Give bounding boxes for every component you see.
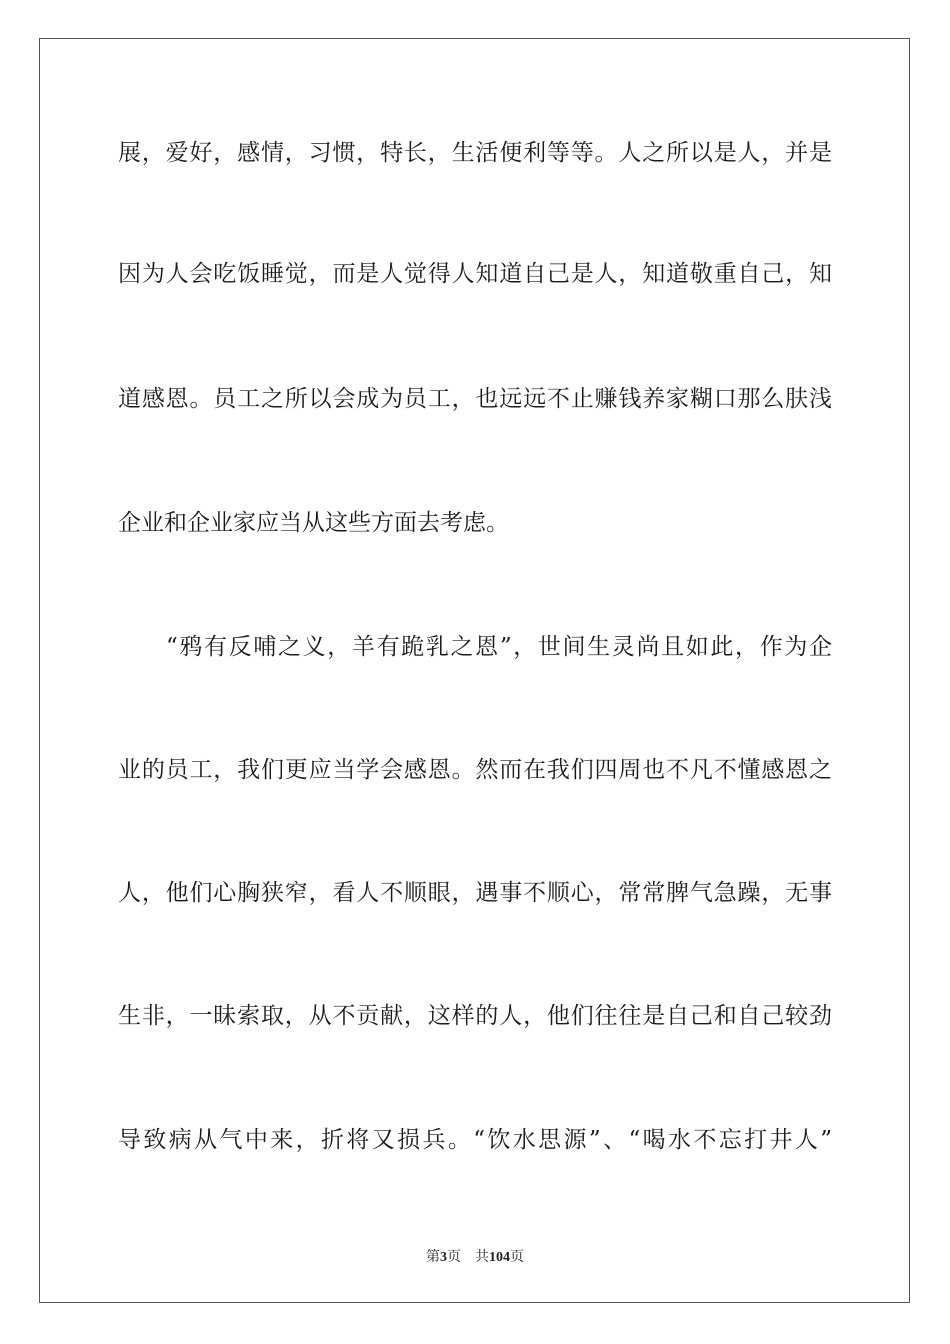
total-prefix: 共 (475, 1249, 489, 1265)
page-prefix: 第 (426, 1249, 440, 1265)
body-text-line: 人，他们心胸狭窄，看人不顺眼，遇事不顺心，常常脾气急躁，无事 (118, 880, 832, 906)
page-footer (0, 1247, 950, 1268)
body-text-line: 生非，一昧索取，从不贡献，这样的人，他们往往是自己和自己较劲 (118, 1003, 832, 1029)
current-page-number: 3 (440, 1250, 447, 1265)
total-suffix: 页 (510, 1249, 524, 1265)
body-text-line: 展，爱好，感情，习惯，特长，生活便利等等。人之所以是人，并是 (118, 140, 832, 166)
body-text-line: 因为人会吃饭睡觉，而是人觉得人知道自己是人，知道敬重自己，知 (118, 261, 832, 287)
body-text-line: 道感恩。员工之所以会成为员工，也远远不止赚钱养家糊口那么肤浅 (118, 386, 832, 412)
page-border (39, 38, 910, 1303)
total-pages-number: 104 (489, 1250, 510, 1265)
body-text-line: 业的员工，我们更应当学会感恩。然而在我们四周也不凡不懂感恩之 (118, 757, 832, 783)
body-text-line: 企业和企业家应当从这些方面去考虑。 (118, 510, 509, 536)
paragraph-first-line: “鸦有反哺之义，羊有跪乳之恩”，世间生灵尚且如此，作为企 (166, 634, 832, 660)
body-text-line: 导致病从气中来，折将又损兵。“饮水思源”、“喝水不忘打井人” (118, 1127, 832, 1153)
page-suffix: 页 (447, 1249, 461, 1265)
